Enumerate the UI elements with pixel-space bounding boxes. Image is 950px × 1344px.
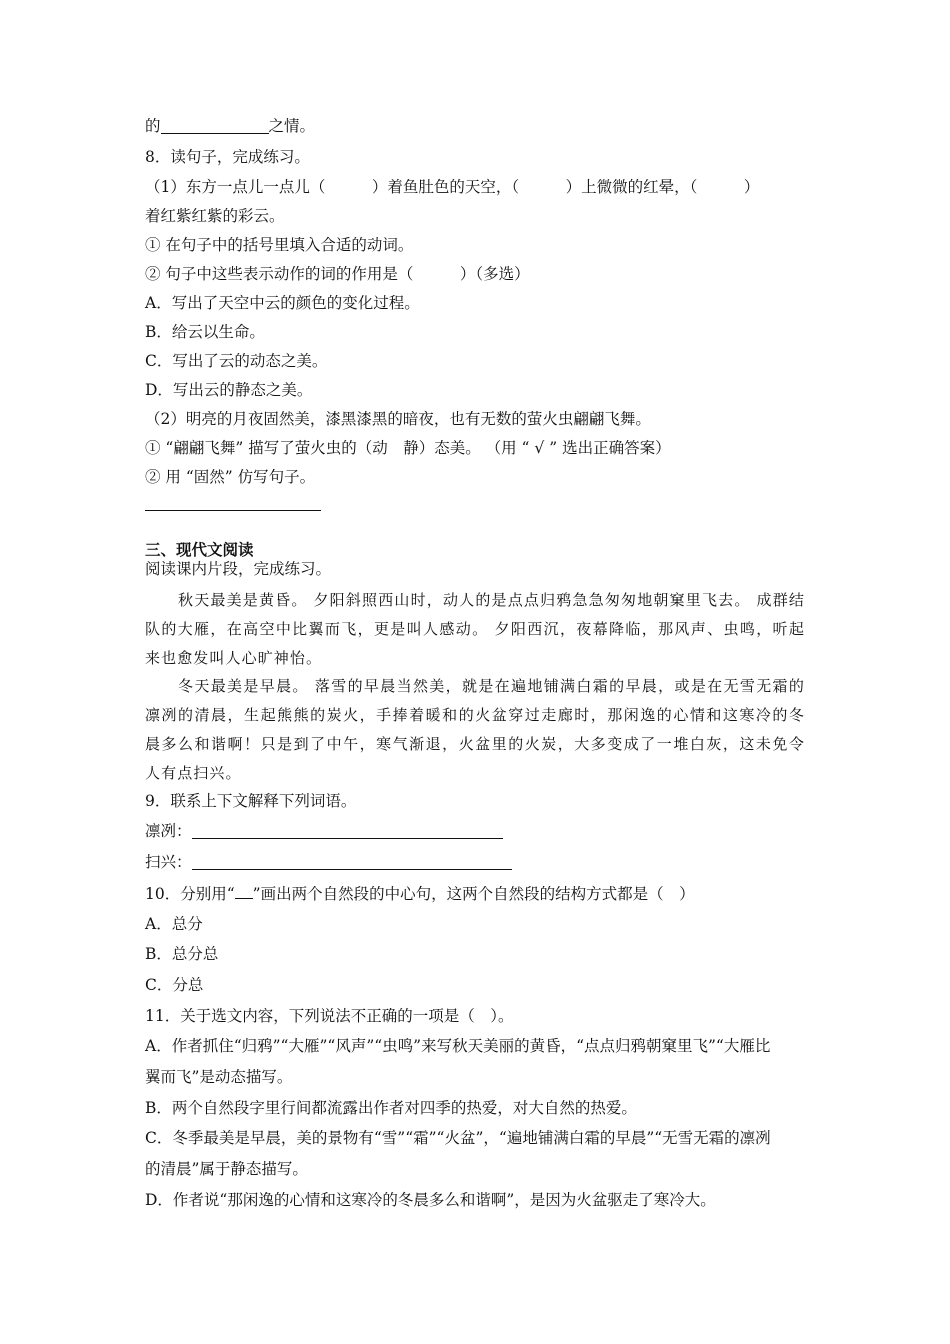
q10-option-a[interactable]: A．总分	[145, 915, 203, 933]
q10-title	[145, 883, 695, 905]
q9-word2-line	[145, 851, 512, 873]
q9-word1-blank[interactable]	[192, 822, 503, 839]
q8-part2: （2）明亮的月夜固然美，漆黑漆黑的暗夜，也有无数的萤火虫翩翩飞舞。	[145, 410, 651, 428]
q10-underline-sample	[235, 886, 253, 899]
q8-answer-line[interactable]	[145, 510, 321, 511]
q10-title-post: ”画出两个自然段的中心句，这两个自然段的结构方式都是（ ）	[252, 885, 695, 903]
q9-word1: 凛冽：	[145, 822, 192, 840]
q8-option-a[interactable]: A．写出了天空中云的颜色的变化过程。	[145, 294, 420, 312]
q7-line	[145, 115, 315, 137]
q11-option-c-line1[interactable]: C．冬季最美是早晨，美的景物有“雪”“霜”“火盆”，“遍地铺满白霜的早晨”“无雪无霜的凛冽	[145, 1129, 771, 1147]
q7-answer-blank[interactable]	[161, 117, 269, 134]
q11-option-c-line2[interactable]: 的清晨”属于静态描写。	[145, 1160, 308, 1178]
q11-option-d[interactable]: D．作者说“那闲逸的心情和这寒冷的冬晨多么和谐啊”，是因为火盆驱走了寒冷大。	[145, 1191, 716, 1209]
q8-item1: ① 在句子中的括号里填入合适的动词。	[145, 236, 414, 254]
q8-option-c[interactable]: C．写出了云的动态之美。	[145, 352, 328, 370]
q11-option-a-line2[interactable]: 翼而飞”是动态描写。	[145, 1068, 293, 1086]
section-heading: 三、现代文阅读	[145, 541, 254, 559]
q9-word2-blank[interactable]	[192, 853, 512, 870]
q9-word2: 扫兴：	[145, 853, 192, 871]
q11-option-a-line1[interactable]: A．作者抓住“归鸦”“大雁”“风声”“虫鸣”来写秋天美丽的黄昏，“点点归鸦朝窠里飞”“大雁比	[145, 1037, 771, 1055]
q11-option-b[interactable]: B．两个自然段字里行间都流露出作者对四季的热爱，对大自然的热爱。	[145, 1099, 637, 1117]
q8-item2: ② 句子中这些表示动作的词的作用是（ ）（多选）	[145, 265, 530, 283]
q10-title-pre: 10．分别用“	[145, 885, 235, 903]
passage-paragraph-winter: 冬天最美是早晨。 落雪的早晨当然美，就是在遍地铺满白霜的早晨，或是在无雪无霜的凛冽的清晨，生起熊熊的炭火，手捧着暖和的火盆穿过走廊时，那闲逸的心情和这寒冷的冬晨多么和谐啊！只是到了中午，寒气渐退，火盆里的火炭，大多变成了一堆白灰，这未免令人有点扫兴。	[145, 677, 805, 782]
q7-prefix: 的	[145, 117, 161, 135]
q8-part2-item2: ② 用 “固然” 仿写句子。	[145, 468, 316, 486]
q11-title: 11．关于选文内容，下列说法不正确的一项是（ ）。	[145, 1007, 514, 1025]
q8-part1-line1: （1）东方一点儿一点儿（ ）着鱼肚色的天空，（ ）上微微的红晕，（ ）	[145, 178, 760, 196]
q9-word1-line	[145, 820, 503, 842]
q10-option-c[interactable]: C．分总	[145, 976, 204, 994]
q8-title: 8．读句子，完成练习。	[145, 148, 310, 166]
q8-part2-item1: ① “翩翩飞舞” 描写了萤火虫的（动 静）态美。 （用 “ √ ” 选出正确答案）	[145, 439, 671, 457]
q10-option-b[interactable]: B．总分总	[145, 945, 219, 963]
q8-part1-line2: 着红紫红紫的彩云。	[145, 207, 285, 225]
q9-title: 9．联系上下文解释下列词语。	[145, 792, 357, 810]
q8-option-b[interactable]: B．给云以生命。	[145, 323, 265, 341]
passage-paragraph-autumn: 秋天最美是黄昏。 夕阳斜照西山时，动人的是点点归鸦急急匆匆地朝窠里飞去。 成群结队的大雁，在高空中比翼而飞，更是叫人感动。 夕阳西沉，夜幕降临，那风声、虫鸣，听起来也愈发叫人心旷神怡。	[145, 591, 805, 667]
q7-suffix: 之情。	[268, 117, 316, 135]
section-intro: 阅读课内片段，完成练习。	[145, 560, 332, 578]
q8-option-d[interactable]: D．写出云的静态之美。	[145, 381, 313, 399]
